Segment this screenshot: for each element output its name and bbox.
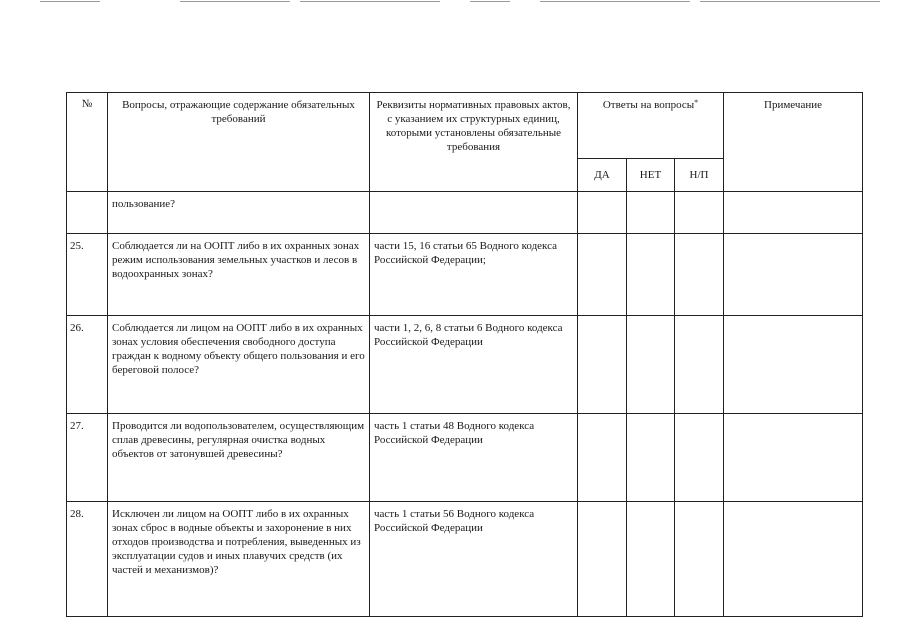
- answer-yes-cell[interactable]: [578, 502, 627, 617]
- answer-yes-cell[interactable]: [578, 234, 627, 316]
- note-cell[interactable]: [724, 502, 863, 617]
- header-yes: ДА: [578, 159, 627, 192]
- header-na: Н/П: [675, 159, 724, 192]
- answer-no-cell[interactable]: [627, 192, 675, 234]
- checklist-table: [66, 92, 863, 617]
- row-num: 25.: [67, 234, 108, 316]
- header-row: [67, 93, 863, 159]
- answer-yes-cell[interactable]: [578, 414, 627, 502]
- note-cell[interactable]: [724, 234, 863, 316]
- header-requisites: Реквизиты нормативных правовых актов, с указанием их структурных единиц, которыми установлены обязательные требования: [370, 93, 578, 192]
- row-requisite: [370, 192, 578, 234]
- row-question: пользование?: [108, 192, 370, 234]
- row-num: 26.: [67, 316, 108, 414]
- row-question: Исключен ли лицом на ООПТ либо в их охранных зонах сброс в водные объекты и захоронение в них отходов производства и потребления, выведенных из эксплуатации судов и иных плавучих средств (их частей и механизмов)?: [108, 502, 370, 617]
- row-num: 27.: [67, 414, 108, 502]
- row-requisite: части 1, 2, 6, 8 статьи 6 Водного кодекса Российской Федерации: [370, 316, 578, 414]
- answer-no-cell[interactable]: [627, 502, 675, 617]
- answer-na-cell[interactable]: [675, 316, 724, 414]
- answer-yes-cell[interactable]: [578, 192, 627, 234]
- note-cell[interactable]: [724, 414, 863, 502]
- answer-yes-cell[interactable]: [578, 316, 627, 414]
- row-question: Соблюдается ли на ООПТ либо в их охранных зонах режим использования земельных участков и лесов в водоохранных зонах?: [108, 234, 370, 316]
- table-row: [67, 234, 863, 316]
- header-answers: [578, 93, 724, 159]
- table-row: [67, 414, 863, 502]
- row-requisite: часть 1 статьи 56 Водного кодекса Российской Федерации: [370, 502, 578, 617]
- answer-na-cell[interactable]: [675, 234, 724, 316]
- row-requisite: части 15, 16 статьи 65 Водного кодекса Российской Федерации;: [370, 234, 578, 316]
- note-cell[interactable]: [724, 316, 863, 414]
- row-question: Соблюдается ли лицом на ООПТ либо в их охранных зонах условия обеспечения свободного доступа граждан к водному объекту общего пользования и его береговой полосе?: [108, 316, 370, 414]
- scan-artifact-top-edge: [0, 0, 905, 6]
- header-answers-label: Ответы на вопросы: [602, 99, 695, 111]
- answer-na-cell[interactable]: [675, 502, 724, 617]
- answer-no-cell[interactable]: [627, 234, 675, 316]
- table-row: [67, 316, 863, 414]
- header-no: НЕТ: [627, 159, 675, 192]
- header-questions: Вопросы, отражающие содержание обязательных требований: [108, 93, 370, 192]
- row-question: Проводится ли водопользователем, осуществляющим сплав древесины, регулярная очистка водных объектов от затонувшей древесины?: [108, 414, 370, 502]
- answer-no-cell[interactable]: [627, 414, 675, 502]
- header-note: Примечание: [724, 93, 863, 192]
- note-cell[interactable]: [724, 192, 863, 234]
- answer-na-cell[interactable]: [675, 192, 724, 234]
- row-num: 28.: [67, 502, 108, 617]
- row-requisite: часть 1 статьи 48 Водного кодекса Российской Федерации: [370, 414, 578, 502]
- answer-na-cell[interactable]: [675, 414, 724, 502]
- table-row: [67, 192, 863, 234]
- answer-no-cell[interactable]: [627, 316, 675, 414]
- row-num: [67, 192, 108, 234]
- header-num: №: [67, 93, 108, 192]
- header-answers-footnote-mark: *: [694, 98, 699, 107]
- table-row: [67, 502, 863, 617]
